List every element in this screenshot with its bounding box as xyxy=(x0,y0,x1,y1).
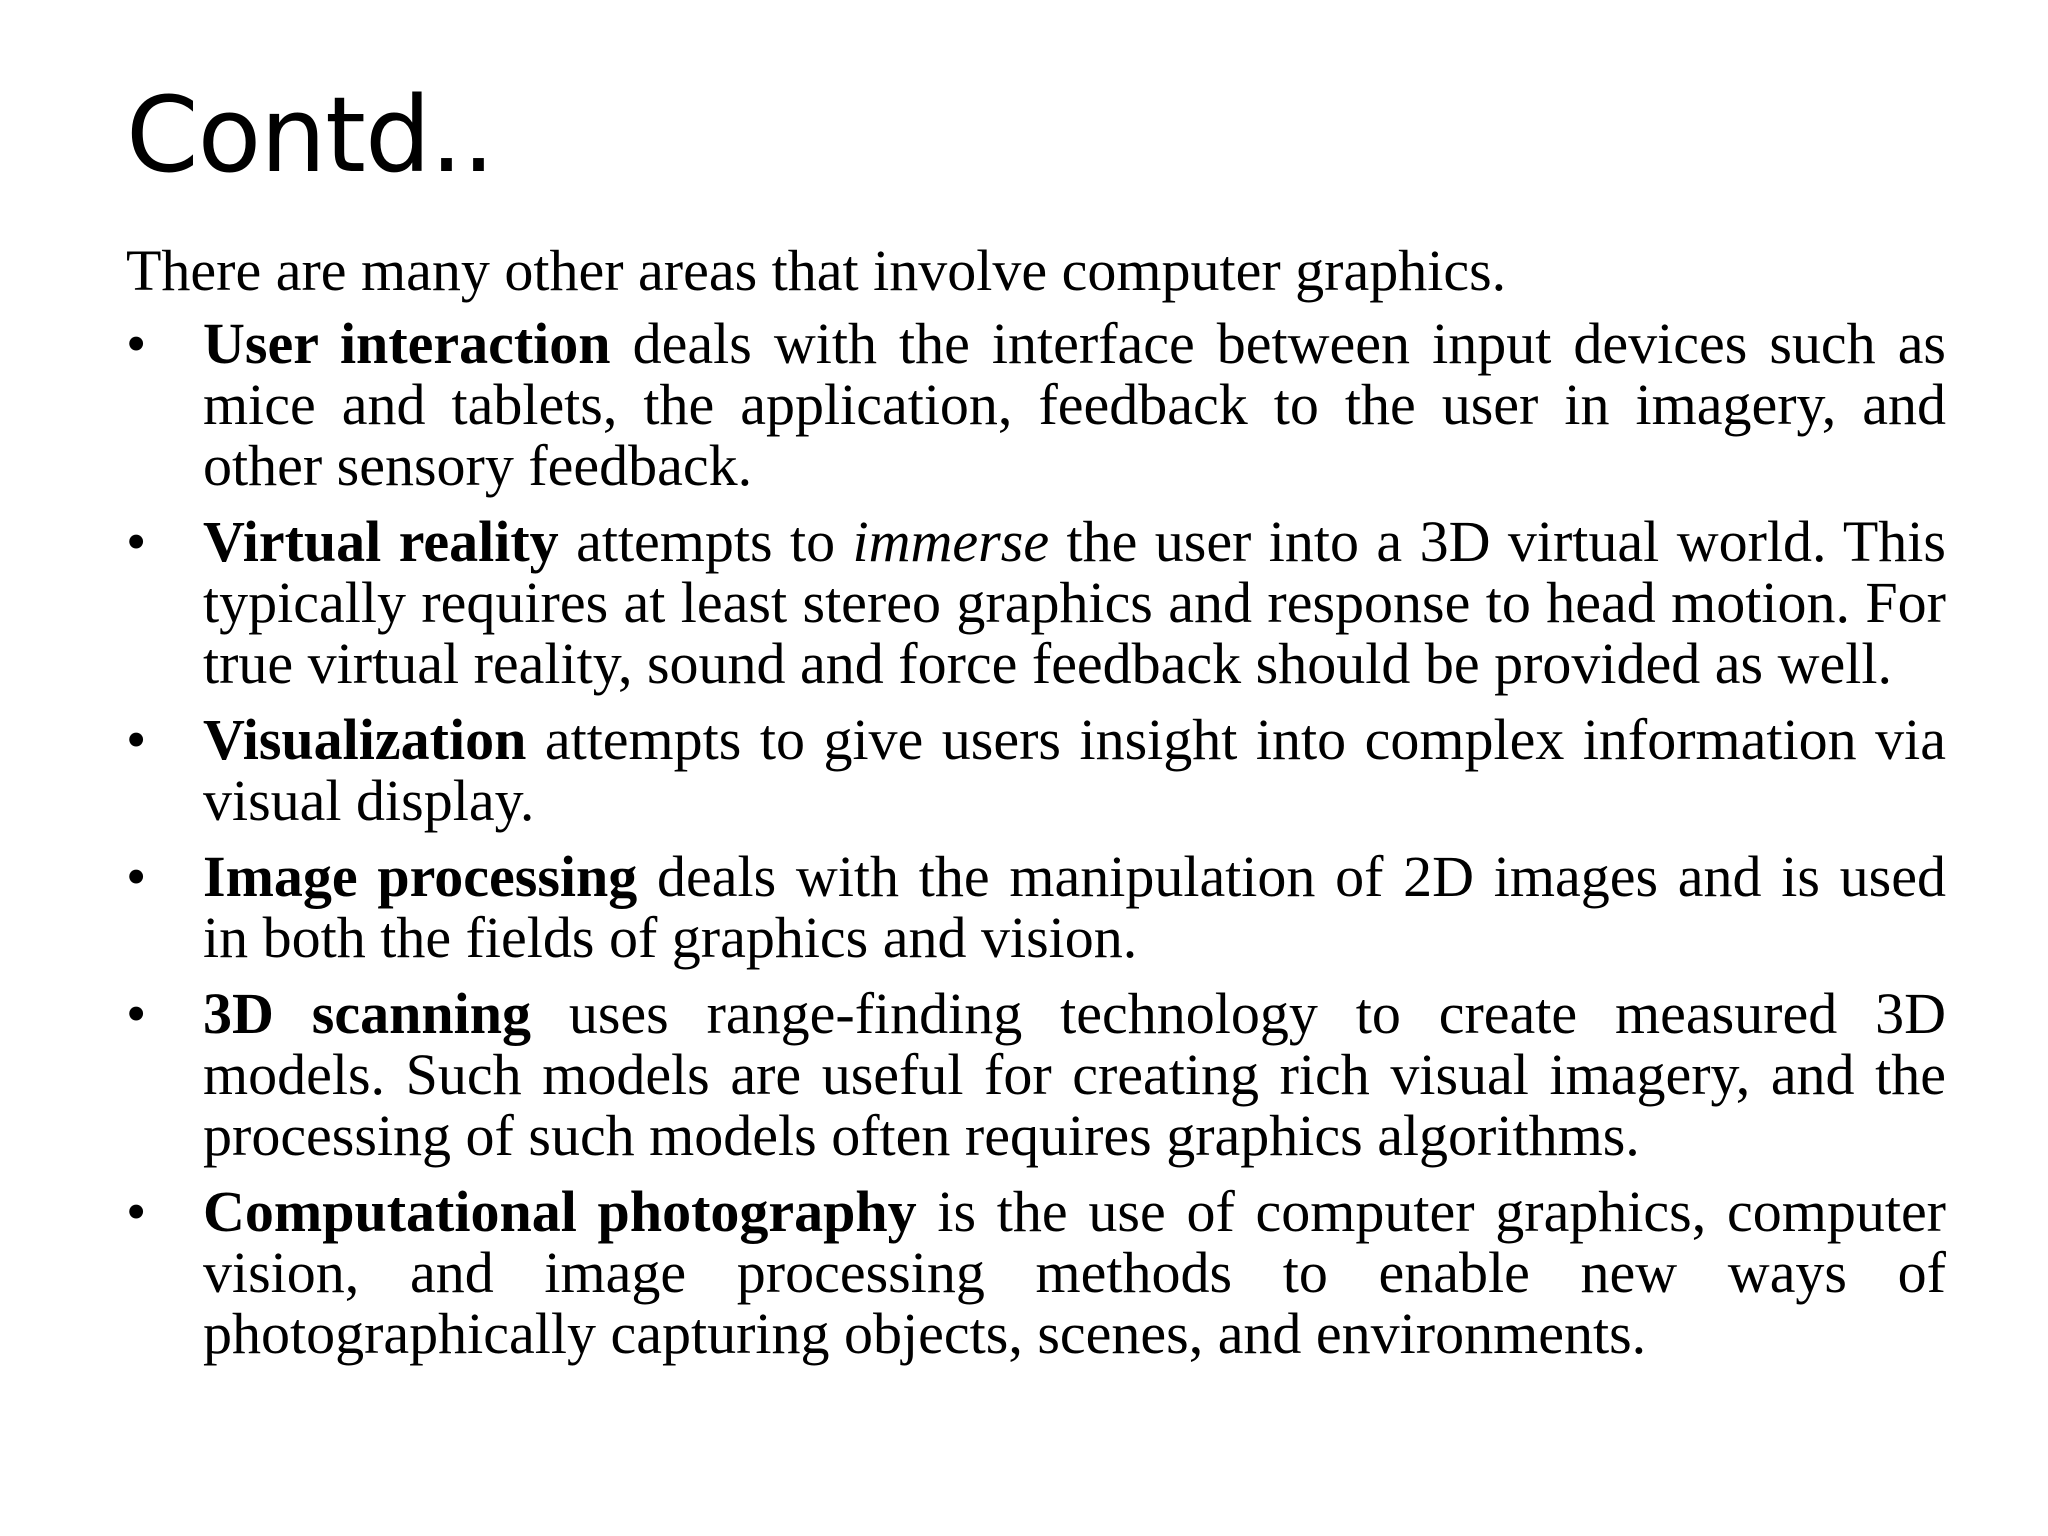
bullet-item-3d-scanning xyxy=(126,983,1946,1166)
bullet-item-image-processing xyxy=(126,846,1946,968)
bullet-term: 3D scanning xyxy=(203,981,531,1046)
bullet-term: Virtual reality xyxy=(203,509,559,574)
slide-title: Contd.. xyxy=(126,74,495,196)
bullet-term: Computational photography xyxy=(203,1179,917,1244)
slide-body xyxy=(126,240,1946,1379)
bullet-term: Visualization xyxy=(203,707,527,772)
bullet-text: the user into a 3D virtual world. This typically requires at least stereo graphics and response to head motion. For true virtual reality, sound and force feedback should be provided as well. xyxy=(203,509,1946,696)
bullet-text: deals with the manipulation of 2D images and is used in both the fields of graphics and vision. xyxy=(203,844,1946,970)
bullet-list xyxy=(126,313,1946,1364)
bullet-icon: • xyxy=(126,311,147,376)
bullet-item-visualization xyxy=(126,709,1946,831)
bullet-icon: • xyxy=(126,1179,147,1244)
bullet-text: uses range-finding technology to create measured 3D models. Such models are useful for creating rich visual imagery, and the processing of such models often requires graphics algorithms. xyxy=(203,981,1946,1168)
bullet-icon: • xyxy=(126,707,147,772)
bullet-text: is the use of computer graphics, computer vision, and image processing methods to enable new ways of photographically capturing objects, scenes, and environments. xyxy=(203,1179,1946,1366)
bullet-icon: • xyxy=(126,844,147,909)
bullet-text: deals with the interface between input devices such as mice and tablets, the application, feedback to the user in imagery, and other sensory feedback. xyxy=(203,311,1947,498)
bullet-text: attempts to xyxy=(558,509,853,574)
bullet-term: Image processing xyxy=(203,844,638,909)
bullet-term: User interaction xyxy=(203,311,611,376)
bullet-icon: • xyxy=(126,981,147,1046)
bullet-item-computational-photography xyxy=(126,1181,1946,1364)
intro-text: There are many other areas that involve computer graphics. xyxy=(126,238,1507,303)
bullet-text: attempts to give users insight into complex information via visual display. xyxy=(203,707,1946,833)
bullet-item-virtual-reality xyxy=(126,511,1946,694)
bullet-item-user-interaction xyxy=(126,313,1946,496)
bullet-icon: • xyxy=(126,509,147,574)
bullet-emphasis: immerse xyxy=(852,509,1050,574)
